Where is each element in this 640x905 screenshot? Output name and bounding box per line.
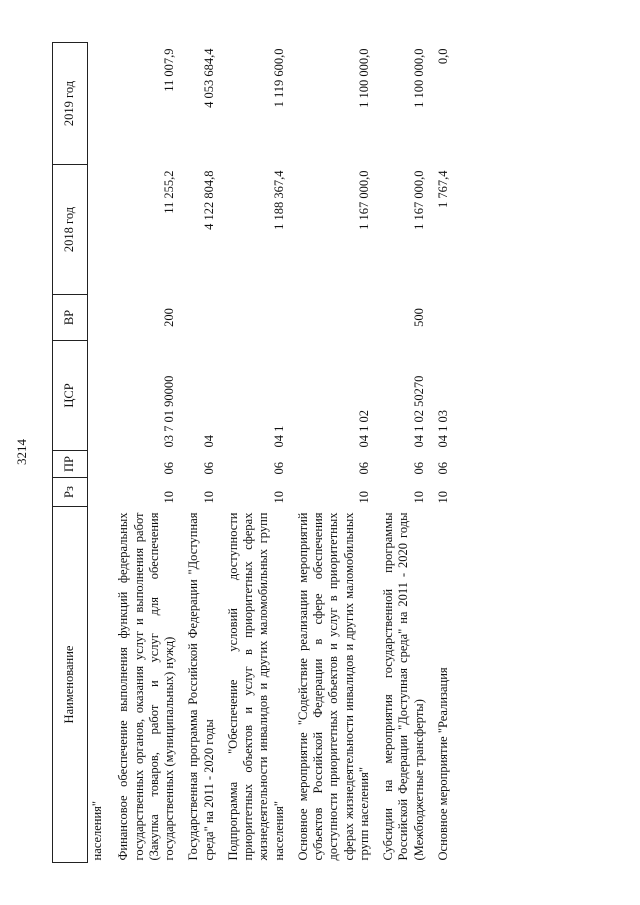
- row-2019: 1 100 000,0: [411, 48, 426, 108]
- row-pr: 06: [162, 462, 176, 475]
- row-2019: 1 100 000,0: [356, 48, 371, 108]
- row-csr: 04 1 02: [356, 410, 371, 448]
- row-name: Основное мероприятие "Реализация: [435, 667, 450, 861]
- header-csr: ЦСР: [53, 341, 88, 451]
- header-vr: ВР: [53, 295, 88, 341]
- row-vr: 500: [411, 308, 426, 327]
- row-pr: 06: [356, 462, 371, 475]
- row-name: Государственная программа Российской Федерации "Доступная среда" на 2011 - 2020 годы: [186, 512, 216, 861]
- rotated-page: [52, 43, 612, 863]
- row-rz: 10: [201, 491, 216, 504]
- row-pr: 06: [271, 462, 286, 475]
- row-vr: [181, 295, 221, 341]
- row-2019: 1 119 600,0: [271, 48, 286, 108]
- continuation-text: населения": [90, 800, 104, 861]
- row-csr: 03 7 01 90000: [162, 375, 176, 448]
- row-vr: 200: [162, 308, 176, 327]
- row-csr: 04: [201, 435, 216, 448]
- row-rz: 10: [271, 491, 286, 504]
- row-pr: 06: [435, 462, 450, 475]
- row-name: Субсидии на мероприятия государственной программы Российской Федерации "Доступная среда" на 2011 - 2020 годы (Межбюджетные трансферты): [381, 512, 426, 861]
- table-row: [376, 43, 431, 863]
- row-name: Подпрограмма "Обеспечение условий доступности приоритетных объектов и услуг в приоритетных сферах жизнедеятельности инвалидов и других маломобильных групп населения": [225, 512, 286, 861]
- row-pr: 06: [201, 462, 216, 475]
- row-vr: [291, 295, 376, 341]
- row-csr: 04 1 03: [435, 410, 450, 448]
- row-rz: 10: [162, 491, 176, 504]
- row-pr: 06: [411, 462, 426, 475]
- row-2018: 4 122 804,8: [201, 170, 216, 230]
- table-row: [181, 43, 221, 863]
- row-2019: 11 007,9: [162, 48, 176, 92]
- table-row: [291, 43, 376, 863]
- row-vr: [431, 295, 455, 341]
- header-2019: 2019 год: [53, 43, 88, 165]
- row-rz: 10: [435, 491, 450, 504]
- row-2018: 11 255,2: [162, 170, 176, 214]
- header-2018: 2018 год: [53, 165, 88, 295]
- row-2019: 4 053 684,4: [201, 48, 216, 108]
- row-name: Основное мероприятие "Содействие реализации мероприятий субъектов Российской Федерации в сфере обеспечения доступности приоритетных объектов и услуг в приоритетных сферах жизнедеятельности инвалидов и других маломобильных групп населения": [295, 512, 371, 861]
- row-csr: 04 1: [271, 425, 286, 448]
- table-header: [53, 43, 88, 863]
- row-2018: 1 188 367,4: [271, 170, 286, 230]
- budget-table: [52, 42, 455, 863]
- header-pr: ПР: [53, 451, 88, 478]
- header-name: Наименование: [53, 507, 88, 863]
- row-rz: 10: [411, 491, 426, 504]
- row-csr: 04 1 02 50270: [411, 375, 426, 448]
- table-row: [221, 43, 291, 863]
- row-name: Финансовое обеспечение выполнения функций федеральных государственных органов, оказания услуг и выполнения работ (Закупка товаров, работ и услуг для обеспечения государственных (муниципальных) нужд): [116, 512, 176, 861]
- table-row-continuation: [88, 43, 112, 863]
- row-rz: 10: [356, 491, 371, 504]
- row-2018: 1 167 000,0: [356, 170, 371, 230]
- row-2019: 0,0: [435, 48, 450, 65]
- row-2018: 1 167 000,0: [411, 170, 426, 230]
- row-2018: 1 767,4: [435, 170, 450, 208]
- header-rz: Рз: [53, 478, 88, 507]
- row-vr: [221, 295, 291, 341]
- page-number: 3214: [14, 439, 29, 465]
- table-row: [431, 43, 455, 863]
- page-number-area: [0, 0, 45, 905]
- table-row: [111, 43, 181, 863]
